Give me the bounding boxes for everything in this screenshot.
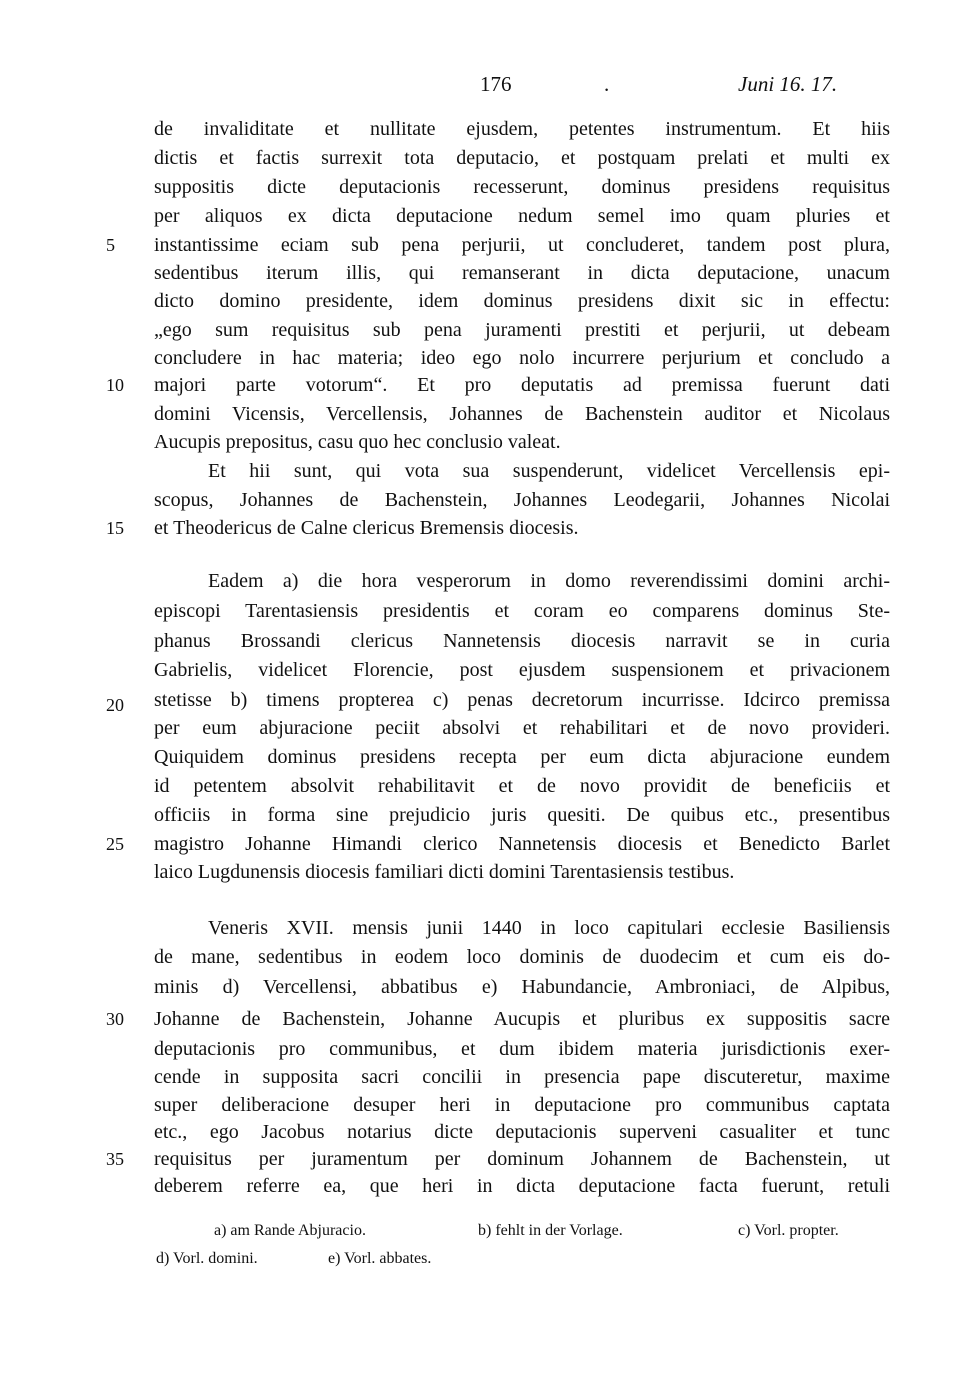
text-line: sedentibus iterum illis, qui remanserant in dicta deputacione, unacum <box>154 262 890 284</box>
text-line: magistro Johanne Himandi clerico Nannetensis diocesis et Benedicto Barlet <box>154 833 890 855</box>
text-line: Eadem a) die hora vesperorum in domo reverendissimi domini archi- <box>208 570 890 592</box>
text-line: per eum abjuracione peciit absolvi et rehabilitari et de novo provideri. <box>154 717 890 739</box>
page-number: 176 <box>480 72 512 96</box>
footnote: c) Vorl. propter. <box>738 1222 839 1239</box>
text-line: dictis et factis surrexit tota deputacio, et postquam prelati et multi ex <box>154 147 890 169</box>
text-line: Aucupis prepositus, casu quo hec conclusio valeat. <box>154 431 561 453</box>
footnote: e) Vorl. abbates. <box>328 1250 432 1267</box>
text-line: Veneris XVII. mensis junii 1440 in loco capitulari ecclesie Basiliensis <box>208 917 890 939</box>
text-line: phanus Brossandi clericus Nannetensis diocesis narravit se in curia <box>154 630 890 652</box>
footnote: b) fehlt in der Vorlage. <box>478 1222 623 1239</box>
text-line: episcopi Tarentasiensis presidentis et coram eo comparens dominus Ste- <box>154 600 890 622</box>
text-line: cende in supposita sacri concilii in presencia pape discuteretur, maxime <box>154 1066 890 1088</box>
text-line: etc., ego Jacobus notarius dicte deputacionis superveni casualiter et tunc <box>154 1121 890 1143</box>
text-line: et Theodericus de Calne clericus Bremensis diocesis. <box>154 517 579 539</box>
text-line: concludere in hac materia; ideo ego nolo incurrere perjurium et concludo a <box>154 347 890 369</box>
text-line: super deliberacione desuper heri in deputacione pro communibus captata <box>154 1094 890 1116</box>
text-line: deputacionis pro communibus, et dum ibidem materia jurisdictionis exer- <box>154 1038 890 1060</box>
text-line: id petentem absolvit rehabilitavit et de novo providit de beneficiis et <box>154 775 890 797</box>
text-line: Et hii sunt, qui vota sua suspenderunt, videlicet Vercellensis epi- <box>208 460 890 482</box>
text-line: de mane, sedentibus in eodem loco dominis de duodecim et cum eis do- <box>154 946 890 968</box>
line-number: 20 <box>106 695 124 715</box>
line-number: 5 <box>106 235 115 255</box>
text-line: domini Vicensis, Vercellensis, Johannes de Bachenstein auditor et Nicolaus <box>154 403 890 425</box>
line-number: 35 <box>106 1149 124 1169</box>
line-number: 15 <box>106 518 124 538</box>
footnote: a) am Rande Abjuracio. <box>214 1222 366 1239</box>
text-line: suppositis dicte deputacionis recesserunt, dominus presidens requisitus <box>154 176 890 198</box>
page-header <box>0 62 960 102</box>
line-number: 30 <box>106 1009 124 1029</box>
text-line: laico Lugdunensis diocesis familiari dicti domini Tarentasiensis testibus. <box>154 861 735 883</box>
header-separator: . <box>604 72 610 96</box>
line-number: 10 <box>106 375 124 395</box>
text-line: minis d) Vercellensi, abbatibus e) Habundancie, Ambroniaci, de Alpibus, <box>154 976 890 998</box>
text-line: scopus, Johannes de Bachenstein, Johannes Leodegarii, Johannes Nicolai <box>154 489 890 511</box>
text-line: majori parte votorum“. Et pro deputatis ad premissa fuerunt dati <box>154 374 890 396</box>
text-line: Johanne de Bachenstein, Johanne Aucupis et pluribus ex suppositis sacre <box>154 1008 890 1030</box>
text-line: de invaliditate et nullitate ejusdem, petentes instrumentum. Et hiis <box>154 118 890 140</box>
text-line: per aliquos ex dicta deputacione nedum semel imo quam pluries et <box>154 205 890 227</box>
text-line: stetisse b) timens propterea c) penas decretorum incurrisse. Idcirco premissa <box>154 689 890 711</box>
text-line: officiis in forma sine prejudicio juris quesiti. De quibus etc., presentibus <box>154 804 890 826</box>
text-line: dicto domino presidente, idem dominus presidens dixit sic in effectu: <box>154 290 890 312</box>
text-line: instantissime eciam sub pena perjurii, ut concluderet, tandem post plura, <box>154 234 890 256</box>
text-line: Gabrielis, videlicet Florencie, post ejusdem suspensionem et privacionem <box>154 659 890 681</box>
line-number: 25 <box>106 834 124 854</box>
footnote: d) Vorl. domini. <box>156 1250 258 1267</box>
text-line: requisitus per juramentum per dominum Johannem de Bachenstein, ut <box>154 1148 890 1170</box>
text-line: Quiquidem dominus presidens recepta per eum dicta abjuracione eundem <box>154 746 890 768</box>
text-line: „ego sum requisitus sub pena juramenti prestiti et perjurii, ut debeam <box>154 319 890 341</box>
header-date: Juni 16. 17. <box>738 72 838 96</box>
text-line: deberem referre ea, que heri in dicta deputacione facta fuerunt, retuli <box>154 1175 890 1197</box>
